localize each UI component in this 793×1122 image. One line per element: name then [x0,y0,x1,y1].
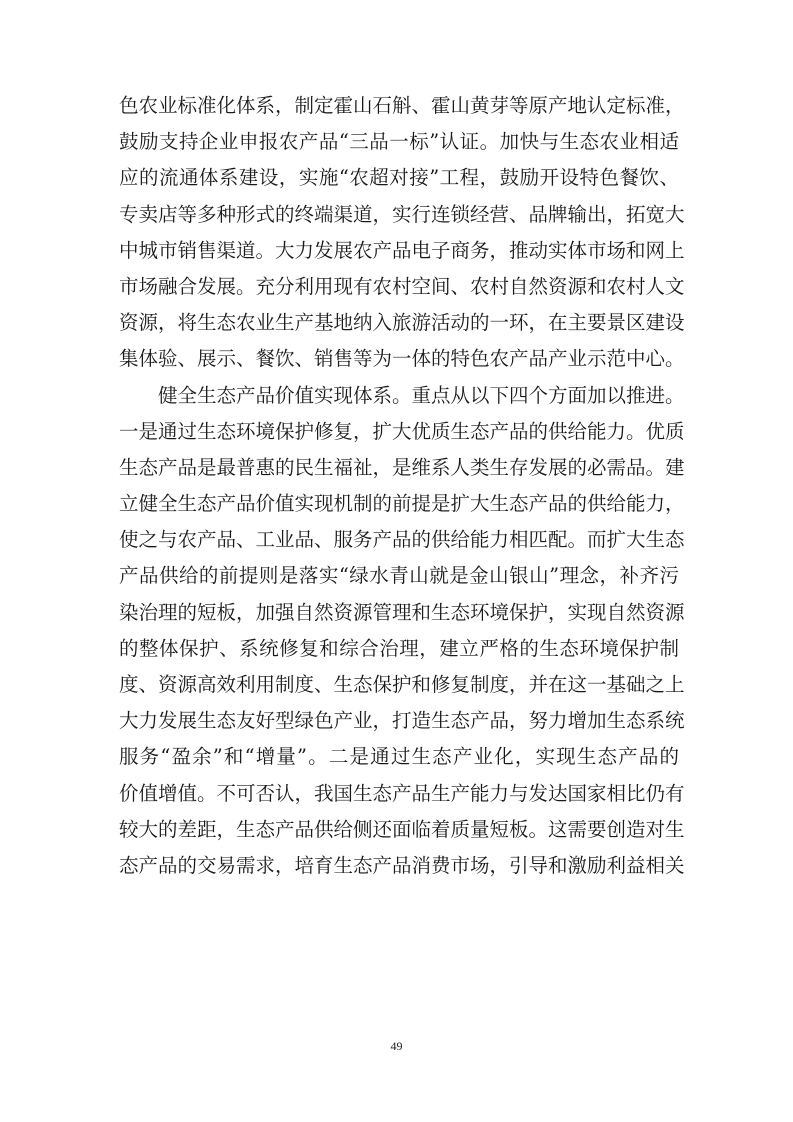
text-line: 态产品的交易需求，培育生态产品消费市场，引导和激励利益相关 [119,853,685,877]
text-line: 的整体保护、系统修复和综合治理，建立严格的生态环境保护制 [119,636,679,660]
body-text [119,88,685,884]
text-line: 色农业标准化体系，制定霍山石斛、霍山黄芽等原产地认定标准， [119,94,685,117]
text-line: 度、资源高效利用制度、生态保护和修复制度，并在这一基础之上 [119,673,685,696]
text-line: 染治理的短板，加强自然资源管理和生态环境保护，实现自然资源 [119,600,685,624]
text-line: 大力发展生态友好型绿色产业，打造生态产品，努力增加生态系统 [119,709,685,733]
text-line: 专卖店等多种形式的终端渠道，实行连锁经营、品牌输出，拓宽大 [119,202,685,226]
text-line: 较大的差距，生态产品供给侧还面临着质量短板。这需要创造对生 [119,817,685,841]
text-line: 资源，将生态农业生产基地纳入旅游活动的一环，在主要景区建设 [119,311,685,335]
text-line: 中城市销售渠道。大力发展农产品电子商务，推动实体市场和网上 [119,238,685,262]
text-line: 产品供给的前提则是落实“绿水青山就是金山银山”理念，补齐污 [119,564,679,588]
text-line: 市场融合发展。充分利用现有农村空间、农村自然资源和农村人文 [119,274,685,298]
text-line: 立健全生态产品价值实现机制的前提是扩大生态产品的供给能力， [119,492,685,516]
text-line: 集体验、展示、餐饮、销售等为一体的特色农产品产业示范中心。 [119,347,685,371]
text-line: 价值增值。不可否认，我国生态产品生产能力与发达国家相比仍有 [119,781,685,805]
text-line: 服务“盈余”和“增量”。二是通过生态产业化，实现生态产品的 [119,745,679,769]
paragraph-first-line: 健全生态产品价值实现体系。重点从以下四个方面加以推进。 [158,383,685,407]
text-line: 一是通过生态环境保护修复，扩大优质生态产品的供给能力。优质 [119,419,685,443]
text-line: 生态产品是最普惠的民生福祉，是维系人类生存发展的必需品。建 [119,455,685,479]
text-line: 使之与农产品、工业品、服务产品的供给能力相匹配。而扩大生态 [119,528,685,552]
text-line: 鼓励支持企业申报农产品“三品一标”认证。加快与生态农业相适 [119,130,679,154]
page-number: 49 [390,1039,403,1053]
text-line: 应的流通体系建设，实施“农超对接”工程，鼓励开设特色餐饮、 [119,166,679,190]
